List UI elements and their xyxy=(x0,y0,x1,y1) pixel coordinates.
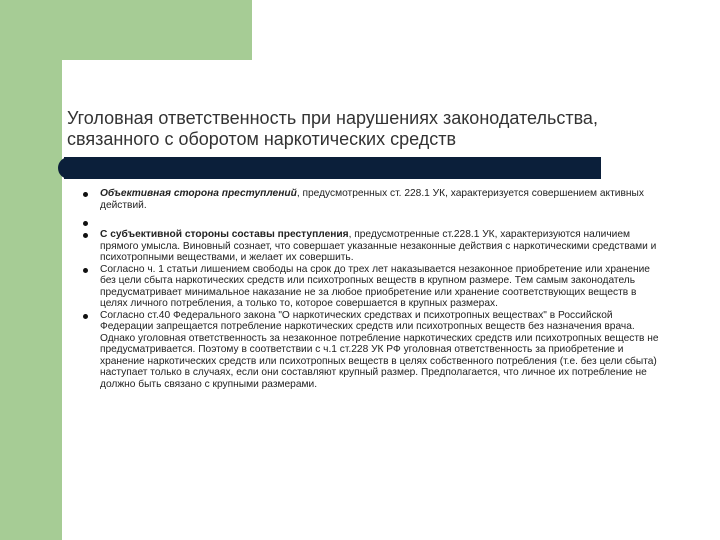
bullet-text: Согласно ч. 1 статьи лишением свободы на срок до трех лет наказывается незаконное приобретение или хранение без цели сбыта наркотических средств или психотропных веществ в крупном размере. Тем самым законодатель предусматривает минимальное наказание не за любое приобретение или хранение соответствующих веществ в целях личного потребления, а только то, которое совершается в крупных размерах. xyxy=(100,263,650,309)
bullet-item xyxy=(66,264,666,310)
bullet-text: Согласно ст.40 Федерального закона "О наркотических средствах и психотропных веществах" в Российской Федерации запрещается потребление наркотических средств или психотропных веществ без назначения врача. Однако уголовная ответственность за незаконное потребление наркотических средств или психотропных веществ не предусматривается. Поэтому в соответствии с ч.1 ст.228 УК РФ уголовная ответственность за приобретение и хранение наркотических средств или психотропных веществ в целях собственного потребления (т.е. без цели сбыта) наступает только в случаях, если они составляют крупный размер. Предполагается, что личное их потребление не должно быть связано с крупными размерами. xyxy=(100,309,659,390)
slide-title: Уголовная ответственность при нарушениях законодательства, связанного с оборотом наркотических средств xyxy=(67,108,598,149)
bullet-item xyxy=(66,310,666,391)
bullet-list xyxy=(66,188,666,390)
bullet-text: , предусмотренных ст. 228.1 УК, характеризуется совершением активных действий. xyxy=(100,188,644,211)
bullet-dot-icon xyxy=(83,233,88,238)
bullet-text: , предусмотренные ст.228.1 УК, характеризуются наличием прямого умысла. Виновный сознает, что совершает указанные незаконные действия с наркотическими средствами и психотропными веществами, и желает их совершить. xyxy=(100,229,657,263)
bullet-item xyxy=(66,229,666,264)
bullet-dot-icon xyxy=(83,221,88,226)
bullet-item-empty xyxy=(66,217,666,229)
bullet-dot-icon xyxy=(83,314,88,319)
bullet-lead: Объективная сторона преступлений xyxy=(100,188,297,199)
bullet-dot-icon xyxy=(83,192,88,197)
bullet-item xyxy=(66,188,666,211)
bullet-lead: С субъективной стороны составы преступления xyxy=(100,229,349,240)
title-underline-bar xyxy=(64,157,601,179)
green-decor-side xyxy=(0,0,62,540)
bullet-dot-icon xyxy=(83,268,88,273)
